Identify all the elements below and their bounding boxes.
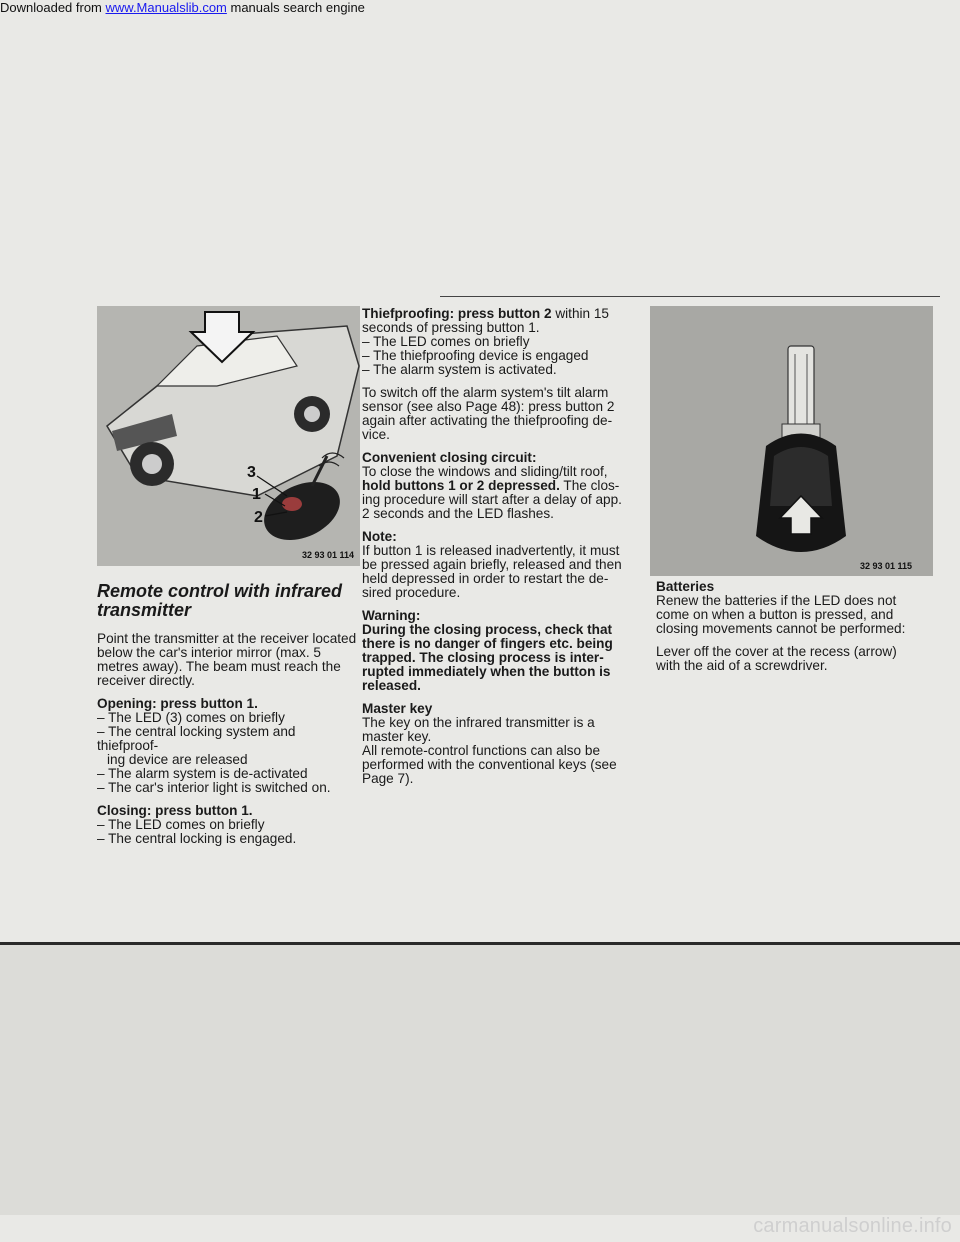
car-illustration (97, 306, 360, 566)
column-3: Batteries Renew the batteries if the LED does not come on when a button is pressed, and closing movements cannot be performed: Lever off the cover at the recess (arrow) with the aid of a screwdriver. (656, 580, 936, 682)
manualslib-link[interactable]: www.Manualslib.com (105, 0, 227, 15)
thiefproofing-heading: Thiefproofing: press button 2 (362, 306, 552, 321)
car-remote-photo (97, 306, 360, 566)
master-key-heading: Master key (362, 701, 433, 716)
note-heading: Note: (362, 529, 397, 544)
figure-code-2: 32 93 01 115 (860, 561, 913, 571)
callout-2: 2 (254, 509, 263, 526)
lower-page-area (0, 945, 960, 1215)
closing-heading: Closing: press button 1. (97, 803, 253, 818)
batteries-heading: Batteries (656, 579, 715, 594)
download-header: Downloaded from www.Manualslib.com manuals search engine (0, 0, 365, 15)
key-illustration (650, 306, 933, 576)
section-title-2: transmitter (97, 600, 192, 620)
watermark: carmanualsonline.info (753, 1215, 952, 1237)
callout-3: 3 (247, 464, 256, 481)
key-photo (650, 306, 933, 576)
convenient-closing-heading: Convenient closing circuit: (362, 450, 537, 465)
section-title: Remote control with infrared (97, 581, 343, 601)
top-divider (440, 296, 940, 297)
opening-heading: Opening: press button 1. (97, 696, 258, 711)
figure-code: 32 93 01 114 (302, 550, 355, 560)
callout-1: 1 (252, 486, 261, 503)
column-1: Remote control with infrared transmitter Point the transmitter at the receiver located below the car's interior mirror (max. 5 metres away). The beam must reach the receiver directly. Opening: press button 1. – The LED (3) comes on briefly – The central locking system and thiefproof- ing device are released – The alarm system is de-activated – The car's interior light is switched on. Closing: press button 1. – The LED comes on briefly – The central locking is engaged. (97, 581, 357, 846)
column-2: Thiefproofing: press button 2 within 15 seconds of pressing button 1. – The LED comes on briefly – The thiefproofing device is engaged – The alarm system is activated. To switch off the alarm system's tilt alarm sensor (see also Page 48): press button 2 again after activating the thiefproofing de- vice. Convenient closing circuit: To close the windows and sliding/tilt roof, hold buttons 1 or 2 depressed. The clos- ing procedure will start after a delay of app. 2 seconds and the LED flashes. Note: If button 1 is released inadvertently, it must be pressed again briefly, released and then held depressed in order to restart the de- sired procedure. Warning: During the closing process, check that there is no danger of fingers etc. being trapped. The closing process is inter- rupted immediately when the button is released. Master key The key on the infrared transmitter is a master key. All remote-control functions can also be performed with the conventional keys (see Page 7). (362, 307, 632, 795)
warning-heading: Warning: (362, 608, 421, 623)
